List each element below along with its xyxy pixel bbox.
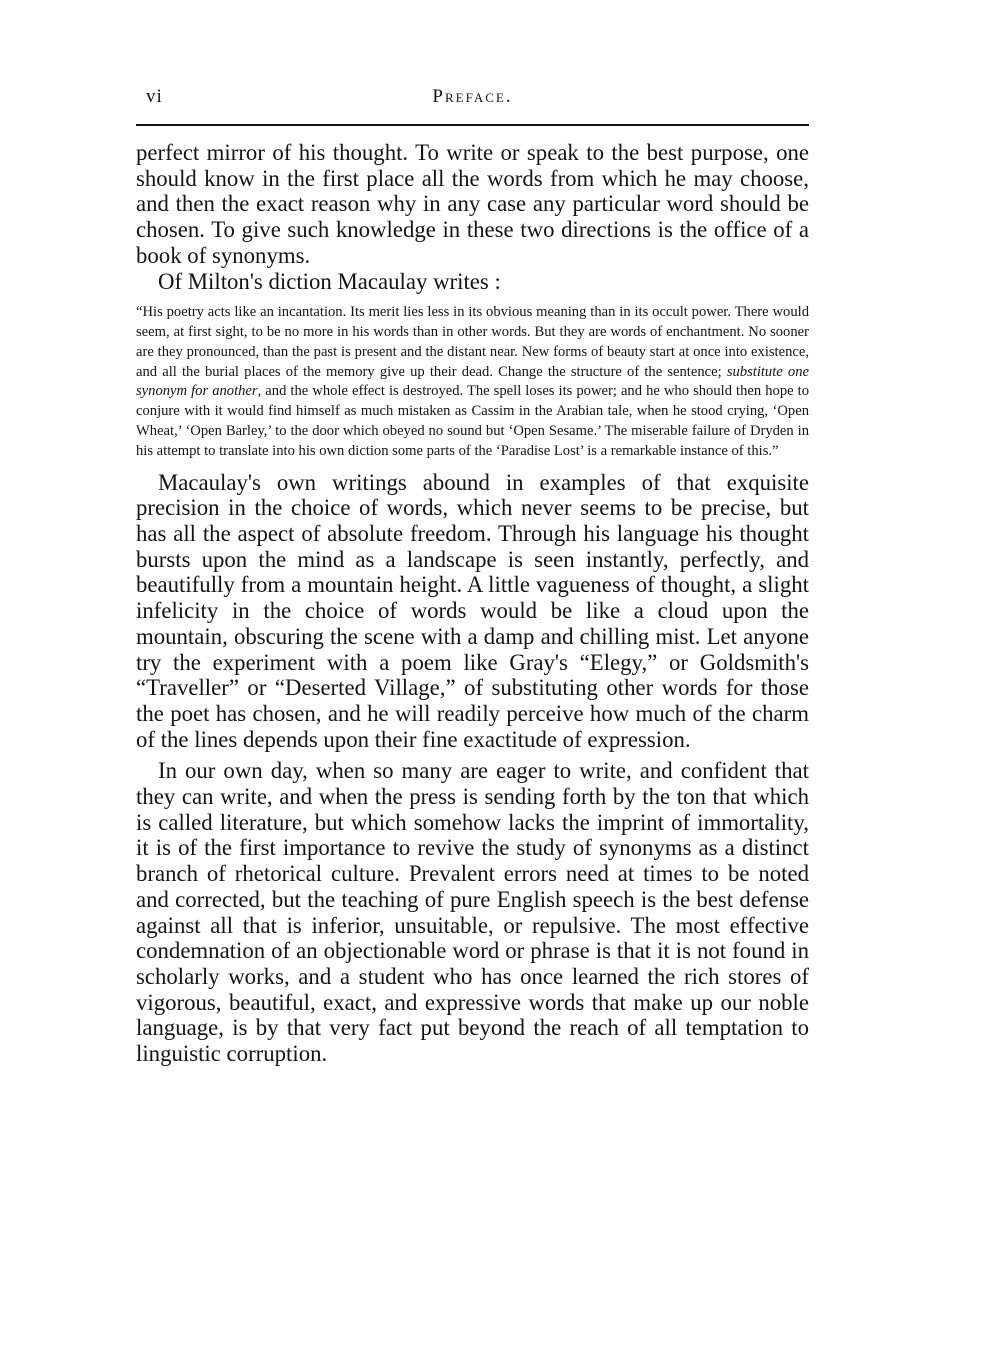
block-quote bbox=[136, 303, 809, 461]
body-text bbox=[136, 140, 809, 1067]
paragraph-quote-intro: Of Milton's diction Macaulay writes : bbox=[158, 268, 501, 294]
paragraph-our-own-day: In our own day, when so many are eager to write, and confident that they can write, and when the press is sending forth by the ton that which is called literature, but which somehow lacks the imprint of immortality, it is of the first importance to revive the study of synonyms as a distinct branch of rhetorical culture. Prevalent errors need at times to be noted and corrected, but the teaching of pure English speech is the best defense against all that is inferior, unsuitable, or repulsive. The most effective condemnation of an objectionable word or phrase is that it is not found in scholarly works, and a student who has once learned the rich stores of vigorous, beautiful, exact, and expressive words that make up our noble language, is by that very fact put beyond the reach of all temptation to linguistic corruption. bbox=[136, 758, 809, 1067]
quote-emphasis: substitute one synonym for another bbox=[136, 363, 809, 400]
page-number: vi bbox=[146, 86, 163, 107]
paragraph-continued: perfect mirror of his thought. To write or speak to the best purpose, one should know in the first place all the words from which he may choose, and then the exact reason why in any case any particular word should be chosen. To give such knowledge in these two directions is the office of a book of synonyms. bbox=[136, 140, 809, 268]
quote-text-start: “His poetry acts like an incantation. Its merit lies less in its obvious meaning than in its occult power. There would seem, at first sight, to be no more in his words than in other words. But they are words of enchantment. No sooner are they pronounced, than the past is present and the distant near. New forms of beauty start at once into existence, and all the burial places of the memory give up their dead. Change the structure of the sentence; bbox=[136, 304, 809, 380]
page-header bbox=[136, 86, 809, 114]
paragraph-macaulay: Macaulay's own writings abound in examples of that exquisite precision in the choice of words, which never seems to be precise, but has all the aspect of absolute freedom. Through his language his thought bursts upon the mind as a landscape is seen instantly, perfectly, and beautifully from a mountain height. A little vagueness of thought, a slight infelicity in the choice of words would be like a cloud upon the mountain, obscuring the scene with a damp and chilling mist. Let anyone try the experiment with a poem like Gray's “Elegy,” or Goldsmith's “Traveller” or “Deserted Village,” of substituting other words for those the poet has chosen, and he will readily perceive how much of the charm of the lines depends upon their fine exactitude of expression. bbox=[136, 469, 809, 752]
quote-text-end: , and the whole effect is destroyed. The spell loses its power; and he who should then hope to conjure with it would find himself as much mistaken as Cassim in the Arabian tale, when he stood crying, ‘Open Wheat,’ ‘Open Barley,’ to the door which obeyed no sound but ‘Open Sesame.’ The miserable failure of Dryden in his attempt to translate into his own diction some parts of the ‘Paradise Lost’ is a remarkable instance of this.” bbox=[136, 383, 809, 459]
header-rule bbox=[136, 124, 809, 126]
running-head: Preface. bbox=[432, 86, 513, 107]
